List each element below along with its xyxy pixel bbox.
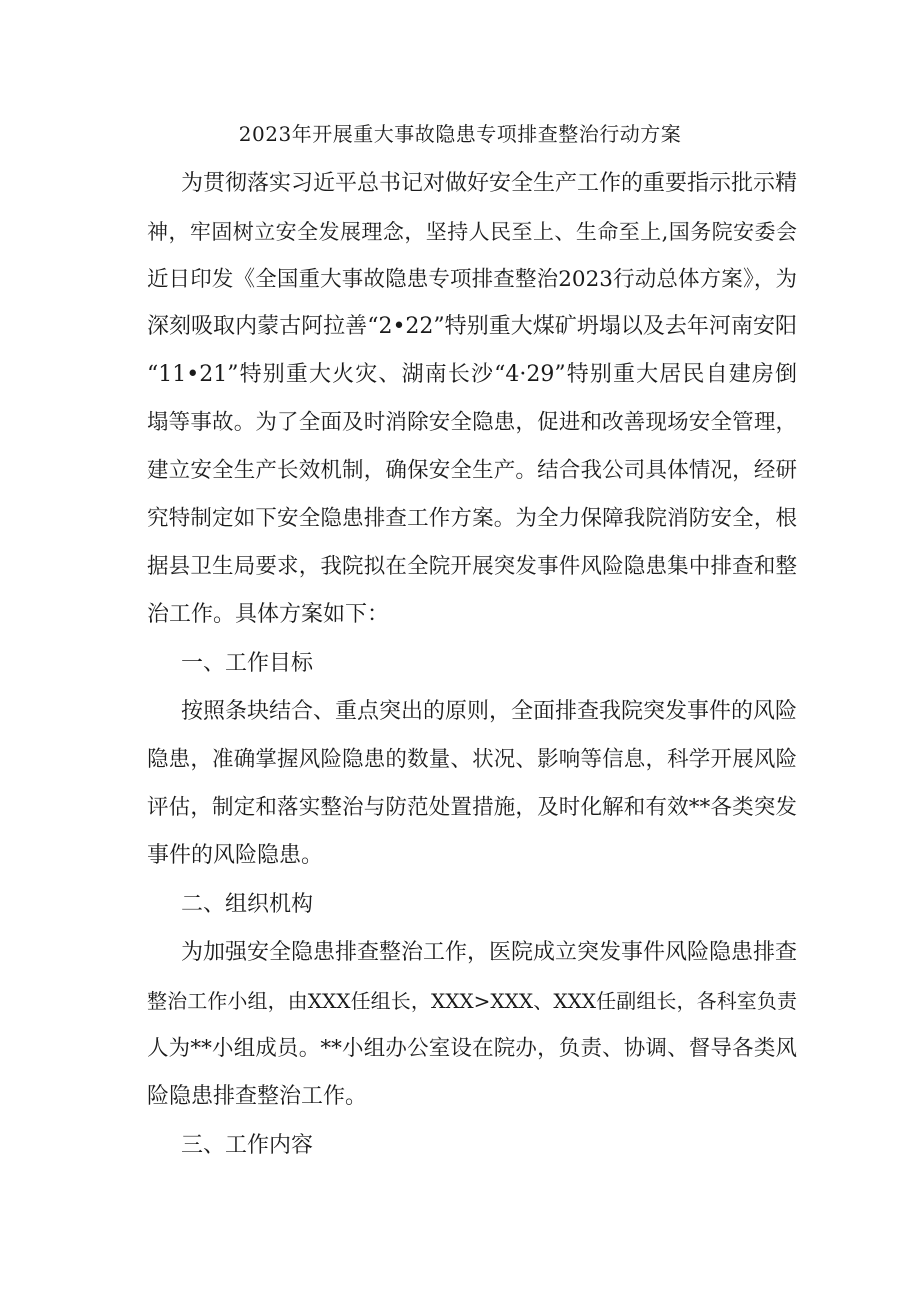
section-heading: 一、工作目标 [181,651,314,676]
paragraph-line: 近日印发《全国重大事故隐患专项排查整治2023行动总体方案》，为 [147,267,797,292]
document-title: 2023年开展重大事故隐患专项排查整治行动方案 [238,122,682,146]
paragraph-line: 塌等事故。为了全面及时消除安全隐患，促进和改善现场安全管理， [147,410,797,435]
paragraph-line: 隐患，准确掌握风险隐患的数量、状况、影响等信息，科学开展风险 [147,747,797,772]
paragraph-line: 为加强安全隐患排查整治工作，医院成立突发事件风险隐患排查 [181,940,798,965]
paragraph-line: 事件的风险隐患。 [147,843,324,868]
section-heading: 二、组织机构 [181,892,314,917]
paragraph-line: “11•21”特别重大火灾、湖南长沙“4·29”特别重大居民自建房倒 [147,362,797,387]
paragraph-line: 整治工作小组，由XXX任组长，XXX>XXX、XXX任副组长，各科室负责 [147,989,797,1013]
paragraph-line: 人为**小组成员。**小组办公室设在院办，负责、协调、督导各类风 [147,1036,797,1061]
paragraph-line: 险隐患排查整治工作。 [147,1084,368,1109]
paragraph-line: 按照条块结合、重点突出的原则，全面排查我院突发事件的风险 [181,699,798,724]
paragraph-line: 为贯彻落实习近平总书记对做好安全生产工作的重要指示批示精 [181,171,798,196]
paragraph-line: 究特制定如下安全隐患排查工作方案。为全力保障我院消防安全，根 [147,506,797,531]
paragraph-line: 深刻吸取内蒙古阿拉善“2•22”特别重大煤矿坍塌以及去年河南安阳 [147,314,797,339]
paragraph-line: 评估，制定和落实整治与防范处置措施，及时化解和有效**各类突发 [147,795,797,820]
paragraph-line: 神，牢固树立安全发展理念，坚持人民至上、生命至上,国务院安委会 [147,220,797,244]
section-heading: 三、工作内容 [181,1133,314,1158]
paragraph-line: 据县卫生局要求，我院拟在全院开展突发事件风险隐患集中排查和整 [147,554,797,579]
paragraph-line: 治工作。具体方案如下： [147,602,390,627]
paragraph-line: 建立安全生产长效机制，确保安全生产。结合我公司具体情况，经研 [147,458,797,483]
